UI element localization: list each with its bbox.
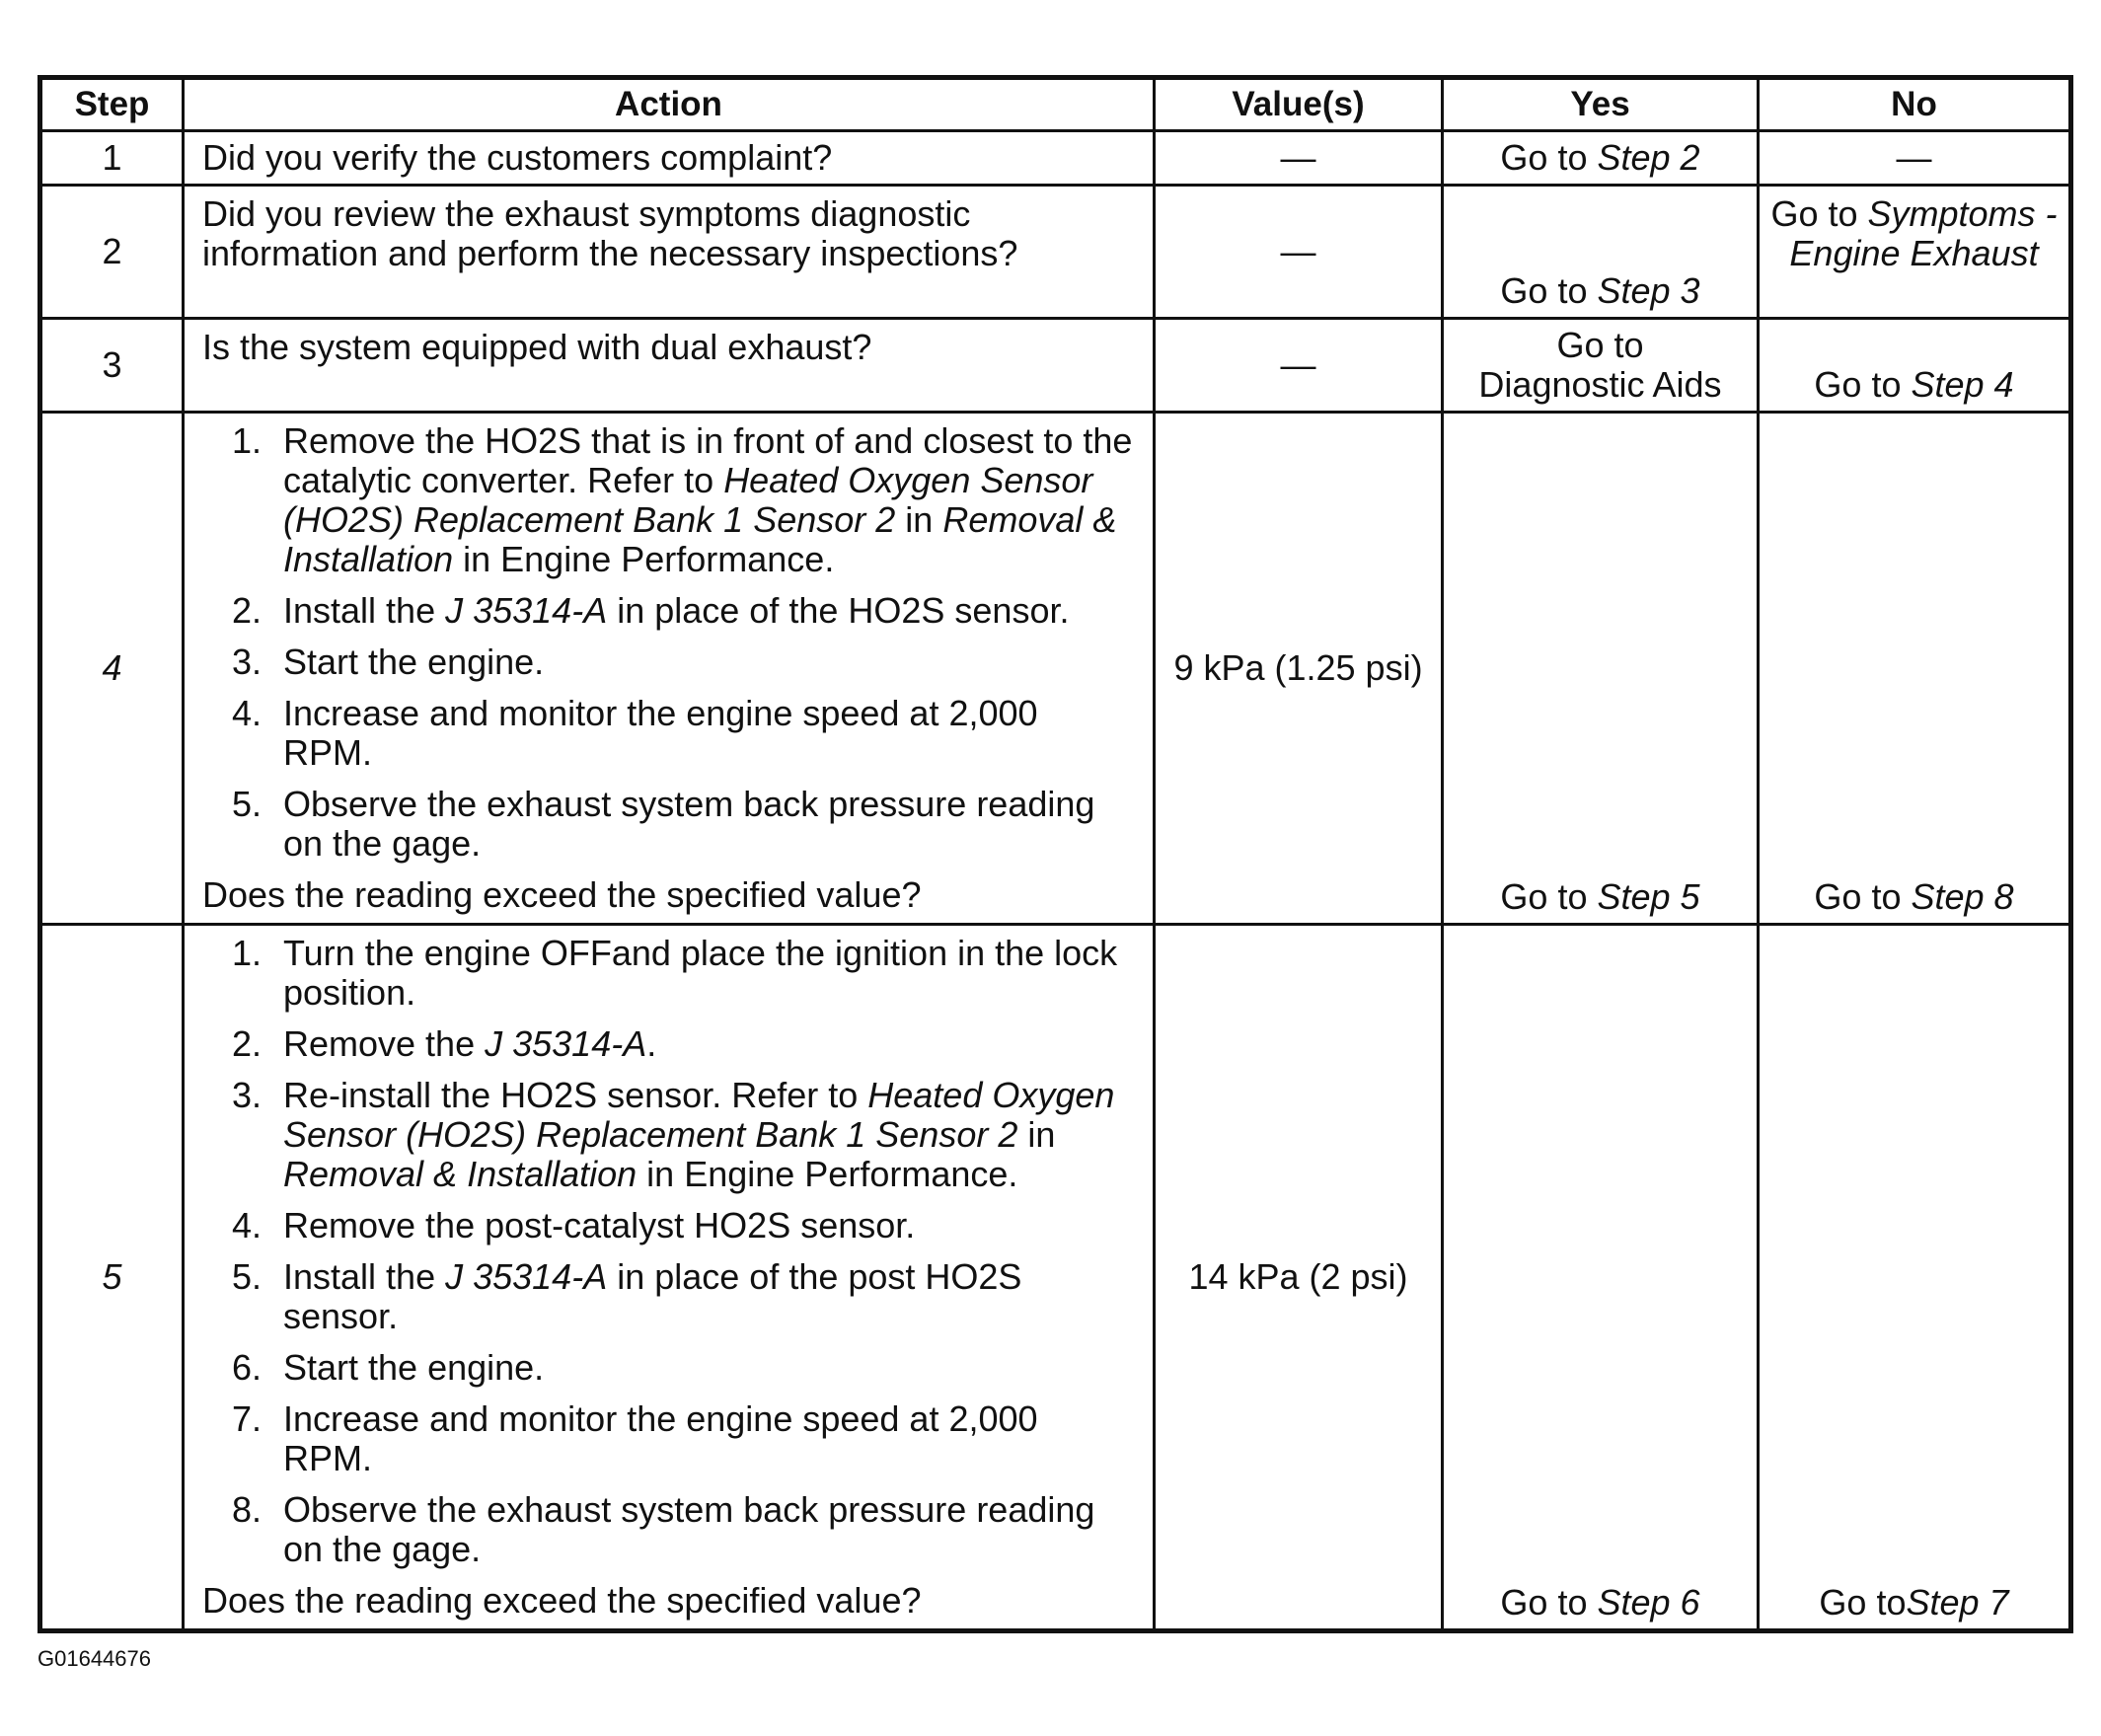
step-num: 5. xyxy=(232,784,263,824)
action-cell xyxy=(184,413,1155,925)
table-row xyxy=(40,131,2071,186)
yes-prefix: Go to xyxy=(1500,270,1598,311)
figure-id: G01644676 xyxy=(38,1646,151,1671)
step-text: Remove the post-catalyst HO2S sensor. xyxy=(283,1205,916,1245)
value-cell: — xyxy=(1155,131,1443,186)
reference-link[interactable]: Heated Oxygen Sensor (HO2S) Replacement Bank 1 Sensor 2 xyxy=(283,1075,1115,1155)
step-num: 4. xyxy=(232,1205,263,1245)
yes-cell xyxy=(1443,186,1759,319)
step-number: 3 xyxy=(40,319,184,413)
procedure-step xyxy=(202,1490,1135,1569)
procedure-step xyxy=(202,1257,1135,1336)
step-text: in xyxy=(895,499,943,540)
step-num: 1. xyxy=(232,420,263,461)
no-step-link[interactable]: Step 7 xyxy=(1906,1582,2009,1623)
header-values: Value(s) xyxy=(1155,78,1443,131)
procedure-step xyxy=(202,934,1135,1013)
no-cell xyxy=(1759,319,2071,413)
step-number: 5 xyxy=(40,925,184,1631)
tool-reference: J 35314-A xyxy=(445,590,608,631)
header-action: Action xyxy=(184,78,1155,131)
yes-step-link[interactable]: Step 3 xyxy=(1597,270,1700,311)
step-text: in Engine Performance. xyxy=(453,539,835,579)
step-number: 2 xyxy=(40,186,184,319)
step-num: 2. xyxy=(232,590,263,631)
reference-link[interactable]: Removal & Installation xyxy=(283,1154,638,1194)
step-num: 3. xyxy=(232,642,263,682)
procedure-step xyxy=(202,591,1135,631)
action-cell xyxy=(184,925,1155,1631)
reference-link[interactable]: Heated Oxygen Sensor (HO2S) Replacement Bank 1 Sensor 2 xyxy=(283,460,1093,540)
header-no: No xyxy=(1759,78,2071,131)
step-num: 5. xyxy=(232,1256,263,1297)
procedure-step xyxy=(202,1206,1135,1245)
no-step-link[interactable]: Step 8 xyxy=(1911,876,2014,917)
no-step-link[interactable]: Symptoms - Engine Exhaust xyxy=(1789,193,2058,273)
no-cell: — xyxy=(1759,131,2071,186)
procedure-list xyxy=(202,421,1135,864)
step-number: 1 xyxy=(40,131,184,186)
value-cell: — xyxy=(1155,186,1443,319)
step-text: in xyxy=(1017,1114,1056,1155)
step-num: 6. xyxy=(232,1347,263,1388)
procedure-step xyxy=(202,1024,1135,1064)
no-cell xyxy=(1759,413,2071,925)
no-prefix: Go to xyxy=(1814,876,1912,917)
header-yes: Yes xyxy=(1443,78,1759,131)
step-text: in Engine Performance. xyxy=(637,1154,1018,1194)
tool-reference: J 35314-A xyxy=(485,1023,647,1064)
procedure-step xyxy=(202,1076,1135,1194)
no-step-link[interactable]: Step 4 xyxy=(1911,364,2014,405)
step-num: 7. xyxy=(232,1398,263,1439)
table-row xyxy=(40,413,2071,925)
yes-cell xyxy=(1443,131,1759,186)
step-num: 3. xyxy=(232,1075,263,1115)
step-text: Install the xyxy=(283,590,446,631)
header-step: Step xyxy=(40,78,184,131)
table-row xyxy=(40,925,2071,1631)
table-row xyxy=(40,186,2071,319)
action-text: Did you review the exhaust symptoms diagnostic information and perform the necessary inspections? xyxy=(184,186,1155,319)
step-text: in place of the post HO2S sensor. xyxy=(283,1256,1022,1336)
step-num: 1. xyxy=(232,933,263,973)
header-row xyxy=(40,78,2071,131)
action-text: Did you verify the customers complaint? xyxy=(184,131,1155,186)
step-text: Start the engine. xyxy=(283,1347,545,1388)
step-text: Re-install the HO2S sensor. Refer to xyxy=(283,1075,868,1115)
step-text: Increase and monitor the engine speed at 2,000 RPM. xyxy=(283,693,1038,773)
question-text: Does the reading exceed the specified value? xyxy=(202,1580,922,1621)
yes-prefix: Go to xyxy=(1500,137,1598,178)
yes-prefix: Go to xyxy=(1500,1582,1598,1623)
step-text: Remove the HO2S that is in front of and closest to the catalytic converter. Refer to xyxy=(283,420,1133,500)
step-text: Increase and monitor the engine speed at 2,000 RPM. xyxy=(283,1398,1038,1478)
no-prefix: Go to xyxy=(1770,193,1868,234)
reference-link[interactable]: Removal & Installation xyxy=(283,499,1117,579)
no-prefix: Go to xyxy=(1819,1582,1907,1623)
value-cell: — xyxy=(1155,319,1443,413)
action-text: Is the system equipped with dual exhaust? xyxy=(184,319,1155,413)
yes-cell xyxy=(1443,319,1759,413)
yes-diagnostic-aids-link[interactable]: Diagnostic Aids xyxy=(1478,364,1722,405)
value-cell: 14 kPa (2 psi) xyxy=(1155,925,1443,1631)
no-cell xyxy=(1759,925,2071,1631)
step-text: Turn the engine OFFand place the ignition in the lock position. xyxy=(283,933,1118,1013)
diagnostic-table xyxy=(38,75,2073,1633)
step-num: 8. xyxy=(232,1489,263,1530)
step-text: Install the xyxy=(283,1256,446,1297)
procedure-step xyxy=(202,1399,1135,1478)
no-prefix: Go to xyxy=(1814,364,1912,405)
table-row xyxy=(40,319,2071,413)
no-cell xyxy=(1759,186,2071,319)
procedure-list xyxy=(202,934,1135,1569)
value-cell: 9 kPa (1.25 psi) xyxy=(1155,413,1443,925)
tool-reference: J 35314-A xyxy=(445,1256,608,1297)
yes-step-link[interactable]: Step 6 xyxy=(1597,1582,1700,1623)
step-text: Observe the exhaust system back pressure reading on the gage. xyxy=(283,784,1095,864)
yes-step-link[interactable]: Step 5 xyxy=(1597,876,1700,917)
step-num: 4. xyxy=(232,693,263,733)
step-text: in place of the HO2S sensor. xyxy=(607,590,1070,631)
step-number: 4 xyxy=(40,413,184,925)
procedure-step xyxy=(202,1348,1135,1388)
yes-cell xyxy=(1443,925,1759,1631)
step-text: Remove the xyxy=(283,1023,486,1064)
yes-prefix: Go to xyxy=(1500,876,1598,917)
procedure-step xyxy=(202,642,1135,682)
procedure-step xyxy=(202,421,1135,579)
yes-cell xyxy=(1443,413,1759,925)
step-text: . xyxy=(646,1023,657,1064)
step-text: Start the engine. xyxy=(283,642,545,682)
step-num: 2. xyxy=(232,1023,263,1064)
procedure-step xyxy=(202,785,1135,864)
procedure-step xyxy=(202,694,1135,773)
step-text: Observe the exhaust system back pressure reading on the gage. xyxy=(283,1489,1095,1569)
question-text: Does the reading exceed the specified value? xyxy=(202,874,922,915)
yes-step-link[interactable]: Step 2 xyxy=(1597,137,1700,178)
yes-line-1: Go to xyxy=(1556,325,1644,365)
